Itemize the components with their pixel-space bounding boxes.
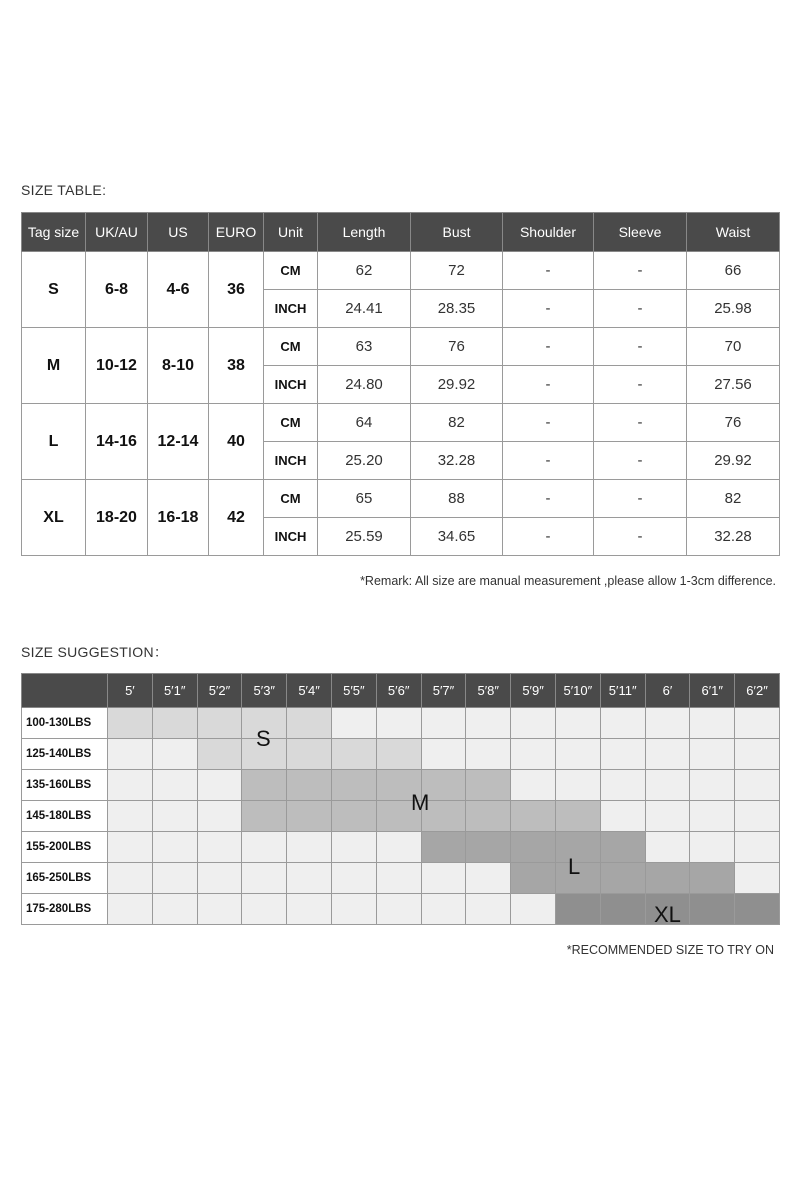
euro-cell: 38 xyxy=(209,328,264,404)
header-euro: EURO xyxy=(209,213,264,252)
grid-cell-m xyxy=(331,770,376,801)
zone-label-l: L xyxy=(568,854,581,879)
weight-label-cell: 175-280LBS xyxy=(22,894,108,925)
grid-cell-l xyxy=(645,863,690,894)
waist-cell: 66 xyxy=(687,252,780,290)
grid-cell-empty xyxy=(152,801,197,832)
grid-cell-empty xyxy=(600,739,645,770)
waist-cell: 76 xyxy=(687,404,780,442)
uk-au-cell: 14-16 xyxy=(86,404,148,480)
grid-cell-m xyxy=(287,770,332,801)
grid-cell-l xyxy=(600,863,645,894)
weight-label-cell: 145-180LBS xyxy=(22,801,108,832)
grid-cell-empty xyxy=(466,739,511,770)
grid-cell-empty xyxy=(555,739,600,770)
zone-label-s: S xyxy=(256,726,271,751)
grid-cell-empty xyxy=(690,708,735,739)
grid-cell-empty xyxy=(108,739,153,770)
grid-cell-empty xyxy=(735,863,780,894)
grid-cell-empty xyxy=(242,832,287,863)
waist-cell: 32.28 xyxy=(687,518,780,556)
grid-cell-m xyxy=(555,801,600,832)
shoulder-cell: - xyxy=(503,518,594,556)
grid-cell-empty xyxy=(421,894,466,925)
weight-label-cell: 165-250LBS xyxy=(22,863,108,894)
grid-cell-empty xyxy=(735,801,780,832)
size-table-title: SIZE TABLE: xyxy=(21,182,107,198)
grid-cell-s xyxy=(152,708,197,739)
grid-cell-l xyxy=(600,832,645,863)
waist-cell: 82 xyxy=(687,480,780,518)
grid-cell-empty xyxy=(197,863,242,894)
grid-cell-empty xyxy=(108,863,153,894)
corner-header-cell xyxy=(22,674,108,708)
uk-au-cell: 10-12 xyxy=(86,328,148,404)
grid-cell-empty xyxy=(152,770,197,801)
euro-cell: 40 xyxy=(209,404,264,480)
grid-cell-empty xyxy=(287,832,332,863)
tag-size-cell: L xyxy=(22,404,86,480)
zone-label-xl: XL xyxy=(654,902,681,927)
grid-cell-empty xyxy=(555,708,600,739)
header-shoulder: Shoulder xyxy=(503,213,594,252)
unit-cell: INCH xyxy=(264,518,318,556)
grid-cell-l xyxy=(511,832,556,863)
grid-cell-empty xyxy=(197,894,242,925)
grid-cell-empty xyxy=(197,832,242,863)
unit-cell: INCH xyxy=(264,366,318,404)
length-cell: 24.41 xyxy=(318,290,411,328)
weight-row xyxy=(22,739,780,770)
weight-label-cell: 155-200LBS xyxy=(22,832,108,863)
sleeve-cell: - xyxy=(594,328,687,366)
grid-cell-m xyxy=(331,801,376,832)
grid-cell-s xyxy=(197,708,242,739)
grid-cell-empty xyxy=(600,801,645,832)
grid-cell-empty xyxy=(511,708,556,739)
grid-cell-empty xyxy=(376,863,421,894)
grid-cell-l xyxy=(421,832,466,863)
grid-cell-empty xyxy=(690,770,735,801)
grid-cell-empty xyxy=(242,863,287,894)
weight-row xyxy=(22,708,780,739)
weight-row xyxy=(22,832,780,863)
grid-cell-xl xyxy=(735,894,780,925)
unit-cell: CM xyxy=(264,328,318,366)
height-header-row xyxy=(22,674,780,708)
grid-cell-empty xyxy=(645,770,690,801)
uk-au-cell: 6-8 xyxy=(86,252,148,328)
height-header-cell: 5′4″ xyxy=(287,674,332,708)
shoulder-cell: - xyxy=(503,442,594,480)
grid-cell-empty xyxy=(690,739,735,770)
weight-row xyxy=(22,863,780,894)
header-tag-size: Tag size xyxy=(22,213,86,252)
grid-cell-empty xyxy=(421,739,466,770)
height-header-cell: 5′2″ xyxy=(197,674,242,708)
grid-cell-empty xyxy=(735,708,780,739)
height-header-cell: 5′10″ xyxy=(555,674,600,708)
header-bust: Bust xyxy=(411,213,503,252)
grid-cell-empty xyxy=(466,894,511,925)
grid-cell-empty xyxy=(108,770,153,801)
height-header-cell: 5′9″ xyxy=(511,674,556,708)
bust-cell: 88 xyxy=(411,480,503,518)
grid-cell-s xyxy=(331,739,376,770)
grid-cell-empty xyxy=(376,832,421,863)
height-header-cell: 6′ xyxy=(645,674,690,708)
grid-cell-empty xyxy=(466,863,511,894)
unit-cell: INCH xyxy=(264,442,318,480)
header-uk-au: UK/AU xyxy=(86,213,148,252)
waist-cell: 25.98 xyxy=(687,290,780,328)
grid-cell-m xyxy=(511,801,556,832)
grid-cell-empty xyxy=(197,770,242,801)
sleeve-cell: - xyxy=(594,404,687,442)
header-waist: Waist xyxy=(687,213,780,252)
header-length: Length xyxy=(318,213,411,252)
sleeve-cell: - xyxy=(594,442,687,480)
grid-cell-empty xyxy=(108,832,153,863)
bust-cell: 28.35 xyxy=(411,290,503,328)
grid-cell-empty xyxy=(331,894,376,925)
bust-cell: 72 xyxy=(411,252,503,290)
grid-cell-m xyxy=(242,770,287,801)
uk-au-cell: 18-20 xyxy=(86,480,148,556)
unit-cell: CM xyxy=(264,252,318,290)
grid-cell-empty xyxy=(287,894,332,925)
size-row-m-cm xyxy=(22,328,780,366)
us-cell: 16-18 xyxy=(148,480,209,556)
tag-size-cell: M xyxy=(22,328,86,404)
grid-cell-empty xyxy=(108,894,153,925)
height-header-cell: 6′2″ xyxy=(735,674,780,708)
grid-cell-empty xyxy=(690,801,735,832)
height-header-cell: 5′3″ xyxy=(242,674,287,708)
grid-cell-empty xyxy=(108,801,153,832)
header-us: US xyxy=(148,213,209,252)
size-row-s-cm xyxy=(22,252,780,290)
waist-cell: 27.56 xyxy=(687,366,780,404)
sleeve-cell: - xyxy=(594,252,687,290)
recommend-note: *RECOMMENDED SIZE TO TRY ON xyxy=(566,943,774,957)
us-cell: 8-10 xyxy=(148,328,209,404)
weight-label-cell: 100-130LBS xyxy=(22,708,108,739)
bust-cell: 82 xyxy=(411,404,503,442)
grid-cell-m xyxy=(466,770,511,801)
waist-cell: 29.92 xyxy=(687,442,780,480)
grid-cell-l xyxy=(511,863,556,894)
grid-cell-m xyxy=(287,801,332,832)
sleeve-cell: - xyxy=(594,366,687,404)
size-suggestion-table xyxy=(21,673,780,925)
us-cell: 4-6 xyxy=(148,252,209,328)
weight-label-cell: 135-160LBS xyxy=(22,770,108,801)
header-unit: Unit xyxy=(264,213,318,252)
grid-cell-empty xyxy=(645,801,690,832)
height-header-cell: 6′1″ xyxy=(690,674,735,708)
height-header-cell: 5′1″ xyxy=(152,674,197,708)
grid-cell-empty xyxy=(645,708,690,739)
shoulder-cell: - xyxy=(503,328,594,366)
grid-cell-empty xyxy=(600,770,645,801)
us-cell: 12-14 xyxy=(148,404,209,480)
zone-label-m: M xyxy=(411,790,430,815)
grid-cell-empty xyxy=(376,894,421,925)
unit-cell: INCH xyxy=(264,290,318,328)
grid-cell-empty xyxy=(511,894,556,925)
grid-cell-xl xyxy=(555,894,600,925)
grid-cell-empty xyxy=(331,832,376,863)
grid-cell-xl xyxy=(600,894,645,925)
sleeve-cell: - xyxy=(594,290,687,328)
weight-label-cell: 125-140LBS xyxy=(22,739,108,770)
height-header-cell: 5′7″ xyxy=(421,674,466,708)
grid-cell-empty xyxy=(735,770,780,801)
tag-size-cell: S xyxy=(22,252,86,328)
size-table-header-row xyxy=(22,213,780,252)
length-cell: 65 xyxy=(318,480,411,518)
height-header-cell: 5′11″ xyxy=(600,674,645,708)
shoulder-cell: - xyxy=(503,366,594,404)
shoulder-cell: - xyxy=(503,252,594,290)
sleeve-cell: - xyxy=(594,480,687,518)
length-cell: 24.80 xyxy=(318,366,411,404)
grid-cell-empty xyxy=(600,708,645,739)
grid-cell-empty xyxy=(376,708,421,739)
unit-cell: CM xyxy=(264,404,318,442)
grid-cell-empty xyxy=(287,863,332,894)
grid-cell-empty xyxy=(466,708,511,739)
weight-row xyxy=(22,801,780,832)
height-header-cell: 5′5″ xyxy=(331,674,376,708)
grid-cell-empty xyxy=(331,708,376,739)
bust-cell: 34.65 xyxy=(411,518,503,556)
size-suggestion-title: SIZE SUGGESTION： xyxy=(21,644,169,660)
height-header-cell: 5′8″ xyxy=(466,674,511,708)
waist-cell: 70 xyxy=(687,328,780,366)
grid-cell-empty xyxy=(331,863,376,894)
grid-cell-empty xyxy=(152,863,197,894)
grid-cell-empty xyxy=(152,832,197,863)
weight-row xyxy=(22,770,780,801)
grid-cell-l xyxy=(466,832,511,863)
grid-cell-s xyxy=(287,739,332,770)
shoulder-cell: - xyxy=(503,404,594,442)
bust-cell: 32.28 xyxy=(411,442,503,480)
size-row-xl-cm xyxy=(22,480,780,518)
grid-cell-m xyxy=(466,801,511,832)
grid-cell-empty xyxy=(735,739,780,770)
length-cell: 63 xyxy=(318,328,411,366)
remark-note: *Remark: All size are manual measurement ,please allow 1-3cm difference. xyxy=(360,574,776,588)
grid-cell-empty xyxy=(555,770,600,801)
size-row-l-cm xyxy=(22,404,780,442)
grid-cell-s xyxy=(108,708,153,739)
grid-cell-empty xyxy=(645,832,690,863)
grid-cell-empty xyxy=(690,832,735,863)
grid-cell-empty xyxy=(152,739,197,770)
grid-cell-empty xyxy=(735,832,780,863)
length-cell: 62 xyxy=(318,252,411,290)
tag-size-cell: XL xyxy=(22,480,86,556)
height-header-cell: 5′ xyxy=(108,674,153,708)
grid-cell-empty xyxy=(242,894,287,925)
grid-cell-l xyxy=(690,863,735,894)
sleeve-cell: - xyxy=(594,518,687,556)
shoulder-cell: - xyxy=(503,480,594,518)
grid-cell-empty xyxy=(152,894,197,925)
shoulder-cell: - xyxy=(503,290,594,328)
grid-cell-xl xyxy=(690,894,735,925)
length-cell: 25.20 xyxy=(318,442,411,480)
euro-cell: 42 xyxy=(209,480,264,556)
grid-cell-s xyxy=(287,708,332,739)
grid-cell-empty xyxy=(421,863,466,894)
bust-cell: 76 xyxy=(411,328,503,366)
grid-cell-s xyxy=(197,739,242,770)
grid-cell-empty xyxy=(421,708,466,739)
unit-cell: CM xyxy=(264,480,318,518)
bust-cell: 29.92 xyxy=(411,366,503,404)
grid-cell-s xyxy=(376,739,421,770)
length-cell: 25.59 xyxy=(318,518,411,556)
height-header-cell: 5′6″ xyxy=(376,674,421,708)
grid-cell-empty xyxy=(197,801,242,832)
length-cell: 64 xyxy=(318,404,411,442)
grid-cell-empty xyxy=(645,739,690,770)
grid-cell-m xyxy=(242,801,287,832)
grid-cell-empty xyxy=(511,739,556,770)
grid-cell-empty xyxy=(511,770,556,801)
euro-cell: 36 xyxy=(209,252,264,328)
header-sleeve: Sleeve xyxy=(594,213,687,252)
size-table xyxy=(21,212,780,556)
